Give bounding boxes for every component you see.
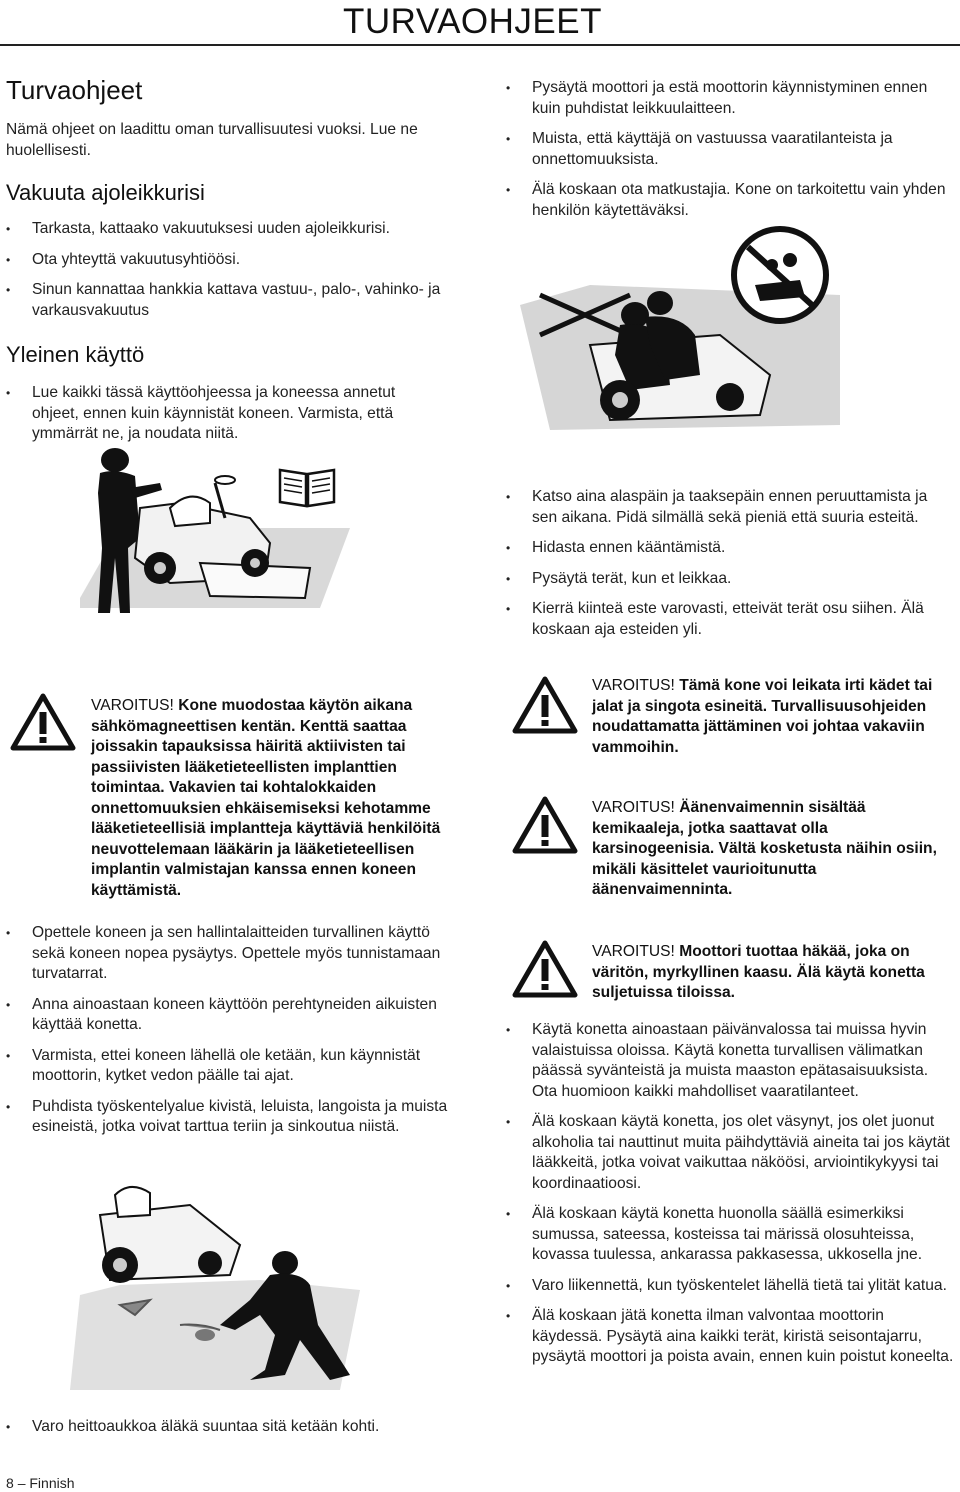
warning-body: Tämä kone voi leikata irti kädet tai jalat ja singota esineitä. Turvallisuusohjeiden noudattamatta jättäminen voi johtaa vakaviin vammoihin. <box>592 677 933 756</box>
machine-use-list <box>6 923 456 1138</box>
no-passengers-illustration <box>520 225 840 440</box>
list-item: • Varo heittoaukkoa äläkä suuntaa sitä ketään kohti. <box>6 1417 456 1438</box>
warning-exhaust-text <box>592 942 942 1004</box>
page-number: 8 <box>6 1475 14 1491</box>
footer-language: Finnish <box>29 1475 75 1491</box>
list-item: • Käytä konetta ainoastaan päivänvalossa tai muissa hyvin valaistuissa oloissa. Käytä konetta turvallisen välimatkan päässä syvänteistä ja muista maaston epätasaisuuksista. Ota huomioon kaikki mahdolliset vaaratilanteet. <box>506 1020 956 1102</box>
list-item: • Pysäytä moottori ja estä moottorin käynnistyminen ennen kuin puhdistat leikkuulaitteen. <box>506 78 956 119</box>
warning-triangle-icon <box>512 796 578 854</box>
general-use-list <box>6 383 446 445</box>
list-item: • Älä koskaan jätä konetta ilman valvontaa moottorin käydessä. Pysäytä aina kaikki terät, kiristä seisontajarru, pysäytä moottori ja poista avain, ennen kuin poistut koneelta. <box>506 1306 956 1368</box>
page-footer <box>6 1475 75 1491</box>
list-item: • Opettele koneen ja sen hallintalaitteiden turvallinen käyttö sekä koneen nopea pysäytys. Opettele myös tunnistamaan turvatarrat. <box>6 923 456 985</box>
list-item: • Sinun kannattaa hankkia kattava vastuu-, palo-, vahinko- ja varkausvakuutus <box>6 280 456 321</box>
list-item: • Pysäytä terät, kun et leikkaa. <box>506 569 956 590</box>
list-item: • Puhdista työskentelyalue kivistä, leluista, langoista ja muista esineistä, jotka voivat tarttua teriin ja sinkoutua niistä. <box>6 1097 456 1138</box>
list-item: • Ota yhteyttä vakuutusyhtiöösi. <box>6 250 456 271</box>
warning-blades-text <box>592 676 942 758</box>
warning-triangle-icon <box>10 693 76 751</box>
list-item: • Varmista, ettei koneen lähellä ole ketään, kun käynnistät moottorin, kytket vedon päälle tai ajat. <box>6 1046 456 1087</box>
warning-label: VAROITUS! <box>91 697 174 714</box>
warning-muffler-text <box>592 798 942 901</box>
main-title: Turvaohjeet <box>6 75 143 105</box>
page-header-title: TURVAOHJEET <box>343 2 602 41</box>
list-item: • Älä koskaan käytä konetta huonolla säällä esimerkiksi sumussa, sateessa, kosteissa tai märissä olosuhteissa, kovassa tuulessa, ankarassa pakkasessa, ukkosella jne. <box>506 1204 956 1266</box>
list-item: • Älä koskaan käytä konetta, jos olet väsynyt, jos olet juonut alkoholia tai nauttinut muita päihdyttäviä aineita tai jos käytät lääkkeitä, jotka voivat vaikuttaa näköösi, arviointikykyysi tai koordinaatioosi. <box>506 1112 956 1194</box>
right-mid-list <box>506 487 956 640</box>
list-item: • Hidasta ennen kääntämistä. <box>506 538 956 559</box>
intro-text: Nämä ohjeet on laadittu oman turvallisuutesi vuoksi. Lue ne huolellisesti. <box>6 121 418 159</box>
warning-label: VAROITUS! <box>592 943 675 960</box>
insurance-title: Vakuuta ajoleikkurisi <box>6 180 205 205</box>
warning-body: Äänenvaimennin sisältää kemikaaleja, jotka saattavat olla karsinogeenisia. Vältä kosketusta näihin osiin, mikäli käsittelet vaurioitunutta äänenvaimenninta. <box>592 799 937 898</box>
clear-area-illustration <box>60 1175 370 1405</box>
right-top-list <box>506 78 956 221</box>
chute-warning-list <box>6 1417 456 1438</box>
list-item: • Lue kaikki tässä käyttöohjeessa ja koneessa annetut ohjeet, ennen kuin käynnistät koneen. Varmista, että ymmärrät ne, ja noudata niitä. <box>6 383 446 445</box>
manual-book-icon <box>278 464 336 508</box>
insurance-list <box>6 219 456 321</box>
warning-emf-text <box>91 696 451 901</box>
list-item: • Kierrä kiinteä este varovasti, etteivät terät osu siihen. Älä koskaan aja esteiden yli. <box>506 599 956 640</box>
list-item: • Katso aina alaspäin ja taaksepäin ennen peruuttamista ja sen aikana. Pidä silmällä sekä pieniä että suuria esteitä. <box>506 487 956 528</box>
list-item: • Älä koskaan ota matkustajia. Kone on tarkoitettu vain yhden henkilön käytettäväksi. <box>506 180 956 221</box>
right-bottom-list <box>506 1020 956 1368</box>
warning-body: Moottori tuottaa häkää, joka on väritön, myrkyllinen kaasu. Älä käytä konetta suljetuissa tiloissa. <box>592 943 925 1001</box>
general-use-title: Yleinen käyttö <box>6 342 145 367</box>
list-item: • Tarkasta, kattaako vakuutuksesi uuden ajoleikkurisi. <box>6 219 456 240</box>
warning-triangle-icon <box>512 940 578 998</box>
warning-body: Kone muodostaa käytön aikana sähkömagneettisen kentän. Kenttä saattaa joissakin tapauksissa häiritä aktiivisten tai passiivisten lääketieteellisten implanttien toimintaa. Vakavien tai kohtalokkaiden onnettomuuksien ehkäisemiseksi kehotamme lääketieteellisiä implantteja käyttäviä henkilöitä neuvottelemaan lääkärin ja lääketieteellisen implantin valmistajan kanssa ennen koneen käyttämistä. <box>91 697 441 899</box>
warning-triangle-icon <box>512 676 578 734</box>
list-item: • Muista, että käyttäjä on vastuussa vaaratilanteista ja onnettomuuksista. <box>506 129 956 170</box>
footer-dash: – <box>17 1475 26 1491</box>
warning-label: VAROITUS! <box>592 677 675 694</box>
list-item: • Varo liikennettä, kun työskentelet lähellä tietä tai ylität katua. <box>506 1276 956 1297</box>
list-item: • Anna ainoastaan koneen käyttöön perehtyneiden aikuisten käyttää konetta. <box>6 995 456 1036</box>
header-divider <box>0 44 960 46</box>
warning-label: VAROITUS! <box>592 799 675 816</box>
